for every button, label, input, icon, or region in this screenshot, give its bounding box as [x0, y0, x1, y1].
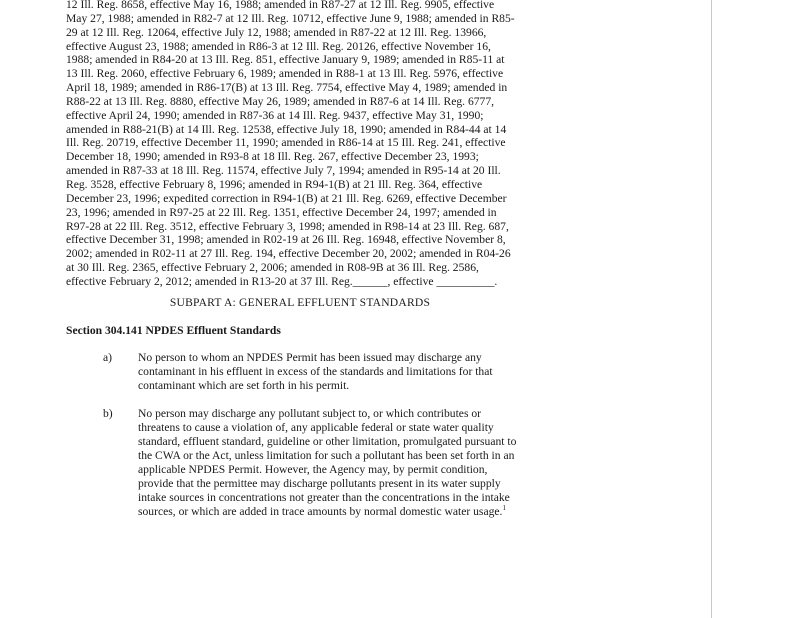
history-line: R88-22 at 13 Ill. Reg. 8880, effective May 26, 1989; amended in R87-6 at 14 Ill. Reg. 6777,: [66, 94, 495, 108]
history-line: amended in R87-33 at 18 Ill. Reg. 11574, effective July 7, 1994; amended in R95-14 at 20 Ill.: [66, 164, 501, 178]
footnote-marker[interactable]: 1: [502, 504, 506, 513]
history-line: 29 at 12 Ill. Reg. 12064, effective July 12, 1988; amended in R87-22 at 12 Ill. Reg. 13966,: [66, 25, 487, 39]
history-line: R97-28 at 22 Ill. Reg. 3512, effective February 3, 1998; amended in R98-14 at 23 Ill. Reg. 687,: [66, 219, 509, 233]
item-a-line: No person to whom an NPDES Permit has been issued may discharge any: [138, 351, 482, 364]
item-b-line: standard, effluent standard, guideline or other limitation, promulgated pursuant to: [138, 435, 517, 449]
item-a-line: contaminant which are set forth in his permit.: [138, 379, 350, 393]
history-line: effective April 24, 1990; amended in R87-36 at 14 Ill. Reg. 9437, effective May 31, 1990;: [66, 108, 484, 122]
history-line: effective August 23, 1988; amended in R86-3 at 12 Ill. Reg. 20126, effective November 16,: [66, 39, 491, 53]
history-line: amended in R88-21(B) at 14 Ill. Reg. 12538, effective July 18, 1990; amended in R84-44 at 14: [66, 122, 507, 136]
history-line: effective February 2, 2012; amended in R13-20 at 37 Ill. Reg.______, effective __________.: [66, 274, 498, 288]
history-line: April 18, 1989; amended in R86-17(B) at 13 Ill. Reg. 7754, effective May 4, 1989; amended in: [66, 81, 508, 95]
history-line: December 18, 1990; amended in R93-8 at 18 Ill. Reg. 267, effective December 23, 1993;: [66, 150, 479, 164]
subpart-heading: SUBPART A: GENERAL EFFLUENT STANDARDS: [169, 296, 431, 309]
item-b-last-line-text: sources, or which are added in trace amounts by normal domestic water usage.: [138, 505, 503, 519]
source-history-paragraph: [66, 0, 536, 289]
history-line: effective December 31, 1998; amended in R02-19 at 26 Ill. Reg. 16948, effective November 8,: [66, 233, 506, 247]
item-b-line: [138, 505, 538, 519]
item-b-line: provide that the permittee may discharge pollutants present in its water supply: [138, 477, 501, 491]
history-line: 2002; amended in R02-11 at 27 Ill. Reg. 194, effective December 20, 2002; amended in R04-26: [66, 247, 511, 261]
item-b-line: intake sources in concentrations not greater than the concentrations in the intake: [138, 491, 510, 505]
item-label-a: a): [103, 351, 113, 364]
item-b-line: No person may discharge any pollutant subject to, or which contributes or: [138, 407, 482, 420]
item-a-line: contaminant in his effluent in excess of the standards and limitations for that: [138, 365, 493, 379]
item-b-line: applicable NPDES Permit. However, the Agency may, by permit condition,: [138, 463, 488, 477]
history-line: Reg. 3528, effective February 8, 1996; amended in R94-1(B) at 21 Ill. Reg. 364, effective: [66, 177, 483, 191]
item-label-b: b): [103, 407, 113, 420]
item-text-b: [138, 407, 538, 519]
history-line: Ill. Reg. 20719, effective December 11, 1990; amended in R86-14 at 15 Ill. Reg. 241, effective: [66, 136, 506, 150]
history-line: 23, 1996; amended in R97-25 at 22 Ill. Reg. 1351, effective December 24, 1997; amended in: [66, 205, 497, 219]
history-line: at 30 Ill. Reg. 2365, effective February 2, 2006; amended in R08-9B at 36 Ill. Reg. 2586,: [66, 261, 479, 275]
page-edge-divider: [711, 0, 712, 618]
item-b-line: threatens to cause a violation of, any applicable federal or state water quality: [138, 421, 494, 435]
item-text-a: [138, 351, 538, 393]
history-line: 12 Ill. Reg. 8658, effective May 16, 1988; amended in R87-27 at 12 Ill. Reg. 9905, effective: [66, 0, 495, 11]
history-line: 1988; amended in R84-20 at 13 Ill. Reg. 851, effective January 9, 1989; amended in R85-11 at: [66, 53, 505, 67]
item-b-line: the CWA or the Act, unless limitation for such a pollutant has been set forth in an: [138, 449, 515, 463]
history-line: December 23, 1996; expedited correction in R94-1(B) at 21 Ill. Reg. 6269, effective December: [66, 191, 507, 205]
history-line: May 27, 1988; amended in R82-7 at 12 Ill. Reg. 10712, effective June 9, 1988; amended in R85-: [66, 11, 515, 25]
history-line: 13 Ill. Reg. 2060, effective February 6, 1989; amended in R88-1 at 13 Ill. Reg. 5976, effective: [66, 67, 504, 81]
section-title: Section 304.141 NPDES Effluent Standards: [66, 324, 281, 337]
